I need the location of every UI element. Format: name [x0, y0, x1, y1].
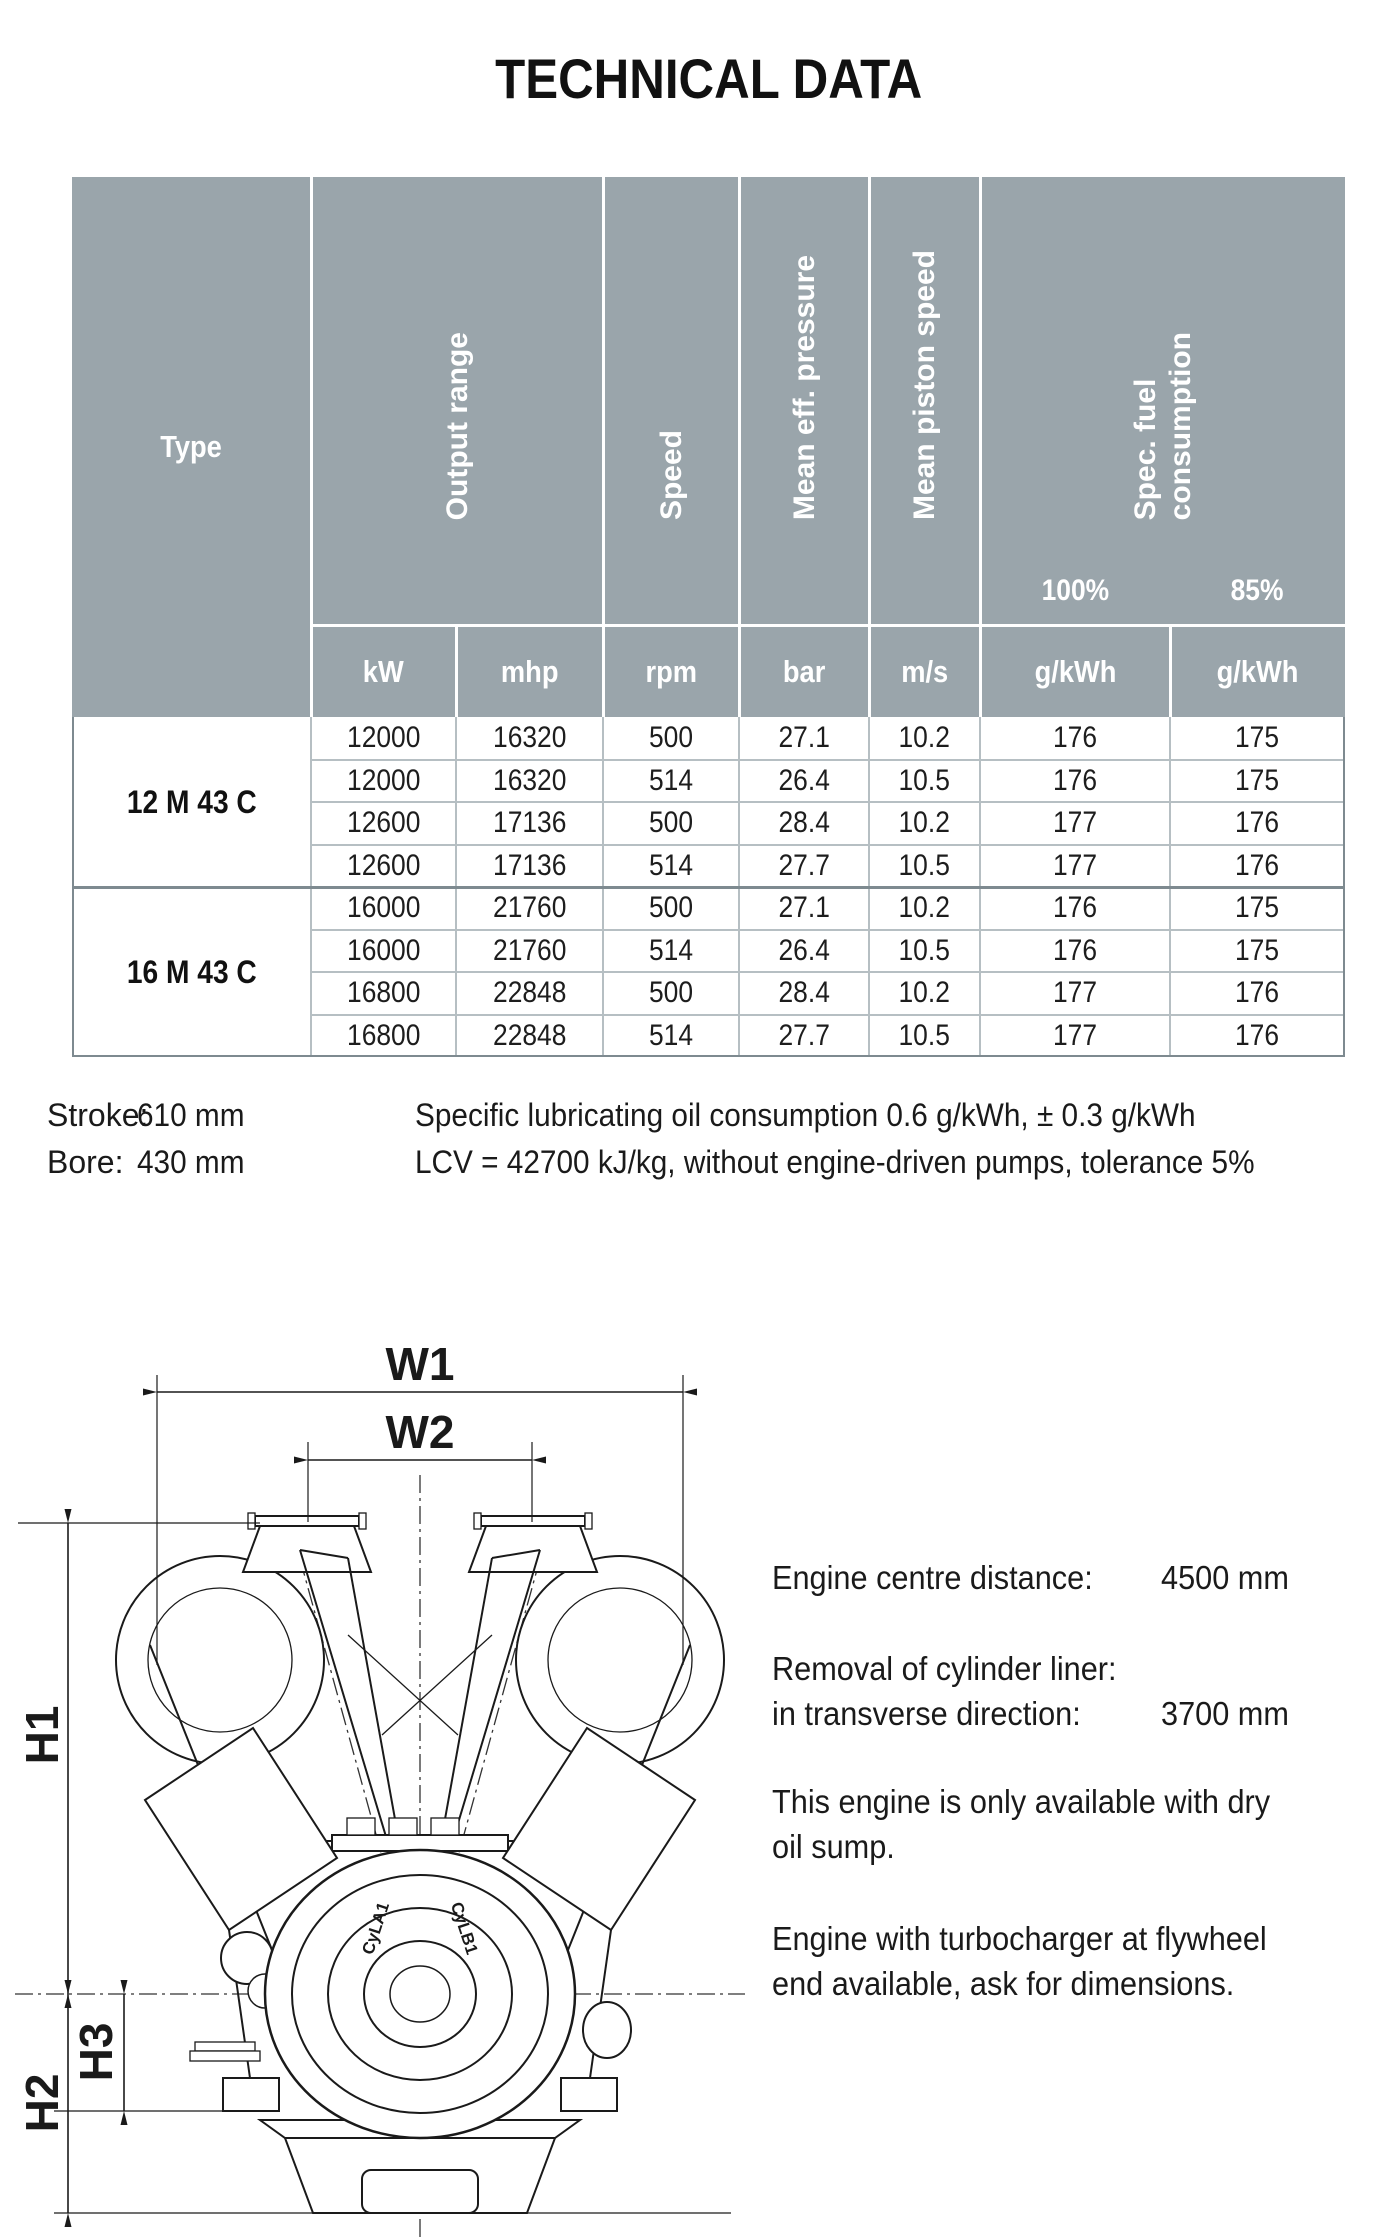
- cell-value: 10.5: [898, 933, 951, 967]
- stroke-label: Stroke:: [47, 1097, 149, 1133]
- table-cell: [980, 1015, 1170, 1058]
- cell-value: 177: [1052, 1018, 1098, 1052]
- table-cell: [603, 845, 739, 888]
- engine-type-12m43c-label: 12 M 43 C: [126, 783, 257, 820]
- stroke-line: [47, 1092, 253, 1139]
- table-cell: [869, 760, 980, 803]
- header-load-100: [980, 570, 1170, 612]
- table-cell: [739, 845, 869, 888]
- cell-value: 514: [648, 848, 694, 882]
- lube-line: [415, 1092, 1318, 1139]
- cell-value: 27.1: [778, 891, 830, 925]
- dim-label-h1: H1: [16, 1705, 68, 1765]
- unit-mhp: [456, 627, 603, 717]
- platform-block: [347, 1818, 375, 1835]
- row-divider: [311, 1014, 1345, 1016]
- table-cell: [311, 845, 456, 888]
- cell-value: 21760: [492, 933, 567, 967]
- table-cell: [980, 845, 1170, 888]
- table-cell: [311, 887, 456, 930]
- header-label-speed: Speed: [654, 429, 688, 520]
- table-cell: [1170, 845, 1345, 888]
- table-cell: [869, 887, 980, 930]
- centre-distance-label: Engine centre distance:: [772, 1559, 1093, 1596]
- lube-text: Specific lubricating oil consumption 0.6 g/kWh, ± 0.3 g/kWh: [415, 1097, 1196, 1133]
- cell-value: 12600: [346, 806, 421, 840]
- table-row: [311, 717, 1345, 760]
- cell-value: 16320: [492, 763, 567, 797]
- fuel-notes-block: [415, 1092, 1318, 1186]
- unit-gkwh-85: [1170, 627, 1345, 717]
- cell-value: 28.4: [778, 806, 830, 840]
- turbo-text1: Engine with turbocharger at flywheel: [772, 1920, 1267, 1957]
- table-row: [311, 887, 1345, 930]
- table-cell: [456, 887, 603, 930]
- engine-foot-right: [561, 2078, 617, 2111]
- table-cell: [980, 717, 1170, 760]
- table-cell: [311, 1015, 456, 1058]
- turbo-inner-left: [148, 1588, 292, 1732]
- table-cell: [1170, 717, 1345, 760]
- table-row: [311, 972, 1345, 1015]
- unit-bar: [739, 627, 869, 717]
- table-cell: [739, 1015, 869, 1058]
- cell-value: 16000: [346, 933, 421, 967]
- inspection-port: [583, 2002, 631, 2058]
- table-cell: [980, 972, 1170, 1015]
- cell-value: 17136: [492, 806, 567, 840]
- engine-type-12m43c: [72, 717, 311, 887]
- table-cell: [739, 972, 869, 1015]
- cell-value: 10.2: [898, 891, 951, 925]
- flange-tab: [474, 1513, 481, 1529]
- stroke-value: 610 mm: [137, 1097, 245, 1133]
- table-cell: [603, 717, 739, 760]
- cell-value: 10.5: [898, 848, 951, 882]
- cell-value: 176: [1052, 763, 1098, 797]
- row-divider: [311, 929, 1345, 931]
- dim-label-w1: W1: [385, 1338, 455, 1390]
- unit-bar-label: bar: [782, 654, 826, 689]
- header-cell-mean-piston-speed: [869, 177, 980, 626]
- cell-value: 514: [648, 1018, 694, 1052]
- table-header: [72, 177, 1345, 717]
- unit-kw-label: kW: [363, 654, 404, 689]
- cell-value: 22848: [492, 976, 567, 1010]
- table-cell: [739, 760, 869, 803]
- cell-value: 175: [1235, 721, 1280, 755]
- table-cell: [1170, 760, 1345, 803]
- table-cell: [603, 972, 739, 1015]
- cell-value: 12000: [346, 721, 421, 755]
- cell-value: 176: [1235, 976, 1280, 1010]
- table-cell: [603, 930, 739, 973]
- dry-sump-line2: [772, 1824, 904, 1869]
- engine-foot-left: [223, 2078, 279, 2111]
- table-cell: [456, 930, 603, 973]
- table-cell: [603, 887, 739, 930]
- header-label-type: Type: [160, 429, 223, 464]
- flywheel: [265, 1850, 575, 2138]
- table-body: [72, 717, 1345, 1057]
- dim-label-h2: H2: [16, 2073, 68, 2133]
- table-cell: [869, 802, 980, 845]
- turbo-inner-right: [548, 1588, 692, 1732]
- cell-value: 176: [1052, 891, 1098, 925]
- table-cell: [980, 760, 1170, 803]
- unit-rpm-label: rpm: [645, 654, 697, 689]
- cell-value: 10.2: [898, 976, 951, 1010]
- turbo-text2: end available, ask for dimensions.: [772, 1965, 1235, 2002]
- table-cell: [980, 930, 1170, 973]
- unit-ms-label: m/s: [900, 654, 948, 689]
- cell-value: 17136: [492, 848, 567, 882]
- engine-drawing: [0, 1330, 770, 2240]
- cell-value: 176: [1052, 933, 1098, 967]
- header-cell-type: [72, 177, 311, 717]
- cell-value: 27.7: [778, 848, 830, 882]
- table-row: [311, 760, 1345, 803]
- dry-sump-line1: [772, 1779, 1308, 1824]
- cylinder-label-b1: CyLB1: [446, 1899, 482, 1957]
- flange-riser-left: [243, 1526, 371, 1572]
- group-divider: [72, 886, 1345, 889]
- bore-value: 430 mm: [137, 1144, 245, 1180]
- dry-sump-text2: oil sump.: [772, 1828, 895, 1865]
- cell-value: 175: [1235, 933, 1280, 967]
- cell-value: 514: [648, 933, 694, 967]
- cell-value: 176: [1235, 1018, 1280, 1052]
- table-cell: [1170, 930, 1345, 973]
- lcv-line: [415, 1139, 1318, 1186]
- pipe-flange: [195, 2042, 255, 2051]
- transverse-value: 3700 mm: [1161, 1695, 1289, 1732]
- table-cell: [869, 930, 980, 973]
- unit-rpm: [603, 627, 739, 717]
- unit-gkwh-100: [980, 627, 1170, 717]
- cell-value: 176: [1052, 721, 1098, 755]
- header-label-mean-eff-pressure: Mean eff. pressure: [787, 254, 821, 520]
- header-load-85: [1170, 570, 1345, 612]
- table-cell: [869, 1015, 980, 1058]
- row-divider: [311, 801, 1345, 803]
- engine-type-16m43c-label: 16 M 43 C: [126, 953, 257, 990]
- table-cell: [1170, 972, 1345, 1015]
- cell-value: 10.2: [898, 721, 951, 755]
- stroke-bore-block: [47, 1092, 253, 1186]
- centre-distance-line: [772, 1555, 1299, 1600]
- dim-label-w2: W2: [385, 1406, 455, 1458]
- cell-value: 26.4: [778, 763, 830, 797]
- bore-line: [47, 1139, 253, 1186]
- flange-left: [255, 1516, 359, 1526]
- header-label-mean-piston-speed: Mean piston speed: [908, 249, 941, 520]
- table-cell: [456, 717, 603, 760]
- turbo-line1: [772, 1916, 1304, 1961]
- header-load-85-label: 85%: [1231, 574, 1284, 607]
- unit-kw: [311, 627, 456, 717]
- cell-value: 10.5: [898, 1018, 951, 1052]
- cell-value: 500: [648, 721, 694, 755]
- platform: [332, 1835, 508, 1851]
- table-cell: [1170, 887, 1345, 930]
- header-load-100-label: 100%: [1041, 574, 1109, 607]
- table-cell: [1170, 1015, 1345, 1058]
- table-cell: [456, 1015, 603, 1058]
- header-cell-spec-fuel: [980, 177, 1345, 626]
- table-row: [311, 1015, 1345, 1058]
- cell-value: 16800: [346, 976, 421, 1010]
- cell-value: 175: [1235, 891, 1280, 925]
- table-cell: [1170, 802, 1345, 845]
- table-cell: [311, 717, 456, 760]
- cell-value: 175: [1235, 763, 1280, 797]
- cell-value: 176: [1235, 806, 1280, 840]
- page-title: [72, 46, 1345, 111]
- cell-value: 177: [1052, 848, 1098, 882]
- cell-value: 10.2: [898, 806, 951, 840]
- transverse-label: in transverse direction:: [772, 1695, 1081, 1732]
- liner-removal-text: Removal of cylinder liner:: [772, 1650, 1117, 1687]
- pipe-flange: [190, 2051, 260, 2061]
- cell-value: 500: [648, 976, 694, 1010]
- header-label-output-range: Output range: [440, 331, 474, 520]
- table-cell: [311, 972, 456, 1015]
- header-label-spec-fuel: [1128, 332, 1198, 520]
- cell-value: 12000: [346, 763, 421, 797]
- unit-gkwh-85-label: g/kWh: [1216, 654, 1299, 689]
- table-cell: [739, 717, 869, 760]
- cell-value: 177: [1052, 806, 1098, 840]
- turbo-line2: [772, 1961, 1269, 2006]
- unit-gkwh-100-label: g/kWh: [1034, 654, 1116, 689]
- dim-label-h3: H3: [70, 2022, 122, 2082]
- flange-tab: [359, 1513, 366, 1529]
- table-border-bottom: [72, 1055, 1345, 1057]
- cell-value: 22848: [492, 1018, 567, 1052]
- header-cell-output-range: [311, 177, 603, 626]
- unit-mhp-label: mhp: [500, 654, 559, 689]
- table-cell: [869, 972, 980, 1015]
- table-cell: [739, 802, 869, 845]
- cell-value: 500: [648, 891, 694, 925]
- table-row: [311, 930, 1345, 973]
- table-cell: [456, 760, 603, 803]
- engine-body: [116, 1513, 724, 2213]
- table-cell: [739, 887, 869, 930]
- liner-removal-line: [772, 1646, 1142, 1691]
- table-row: [311, 845, 1345, 888]
- flange-right: [481, 1516, 585, 1526]
- table-cell: [739, 930, 869, 973]
- table-cell: [980, 887, 1170, 930]
- cell-value: 26.4: [778, 933, 830, 967]
- table-row: [311, 802, 1345, 845]
- table-cell: [456, 845, 603, 888]
- cell-value: 500: [648, 806, 694, 840]
- unit-ms: [869, 627, 980, 717]
- bore-label: Bore:: [47, 1144, 124, 1180]
- header-cell-speed: [603, 177, 739, 626]
- row-divider: [311, 971, 1345, 973]
- cell-value: 10.5: [898, 763, 951, 797]
- cell-value: 16000: [346, 891, 421, 925]
- flange-riser-right: [469, 1526, 597, 1572]
- engine-type-16m43c: [72, 887, 311, 1057]
- cell-value: 21760: [492, 891, 567, 925]
- table-cell: [603, 802, 739, 845]
- platform-block: [431, 1818, 459, 1835]
- sump-drain-box: [362, 2170, 478, 2213]
- cell-value: 12600: [346, 848, 421, 882]
- centre-distance-value: 4500 mm: [1161, 1559, 1289, 1596]
- cell-value: 176: [1235, 848, 1280, 882]
- table-cell: [869, 845, 980, 888]
- cylinder-label-a1: CyLA1: [358, 1899, 394, 1957]
- header-cell-mean-eff-pressure: [739, 177, 869, 626]
- table-cell: [311, 760, 456, 803]
- platform-block: [389, 1818, 417, 1835]
- table-cell: [311, 802, 456, 845]
- page-title-text: TECHNICAL DATA: [494, 47, 923, 110]
- table-cell: [456, 802, 603, 845]
- header-label-spec-fuel-line1: Spec. fuel: [1128, 378, 1162, 520]
- lcv-text: LCV = 42700 kJ/kg, without engine-driven pumps, tolerance 5%: [415, 1144, 1255, 1180]
- table-cell: [603, 760, 739, 803]
- table-cell: [980, 802, 1170, 845]
- row-divider: [311, 844, 1345, 846]
- transverse-line: [772, 1691, 1299, 1736]
- table-cell: [869, 717, 980, 760]
- cell-value: 177: [1052, 976, 1098, 1010]
- dry-sump-text1: This engine is only available with dry: [772, 1783, 1271, 1820]
- row-divider: [311, 759, 1345, 761]
- table-cell: [311, 930, 456, 973]
- cell-value: 28.4: [778, 976, 830, 1010]
- cell-value: 16320: [492, 721, 567, 755]
- cell-value: 16800: [346, 1018, 421, 1052]
- cell-value: 27.7: [778, 1018, 830, 1052]
- cell-value: 514: [648, 763, 694, 797]
- table-cell: [456, 972, 603, 1015]
- header-label-spec-fuel-line2: consumption: [1163, 331, 1197, 520]
- cell-value: 27.1: [778, 721, 830, 755]
- flange-tab: [585, 1513, 592, 1529]
- flange-tab: [248, 1513, 255, 1529]
- table-cell: [603, 1015, 739, 1058]
